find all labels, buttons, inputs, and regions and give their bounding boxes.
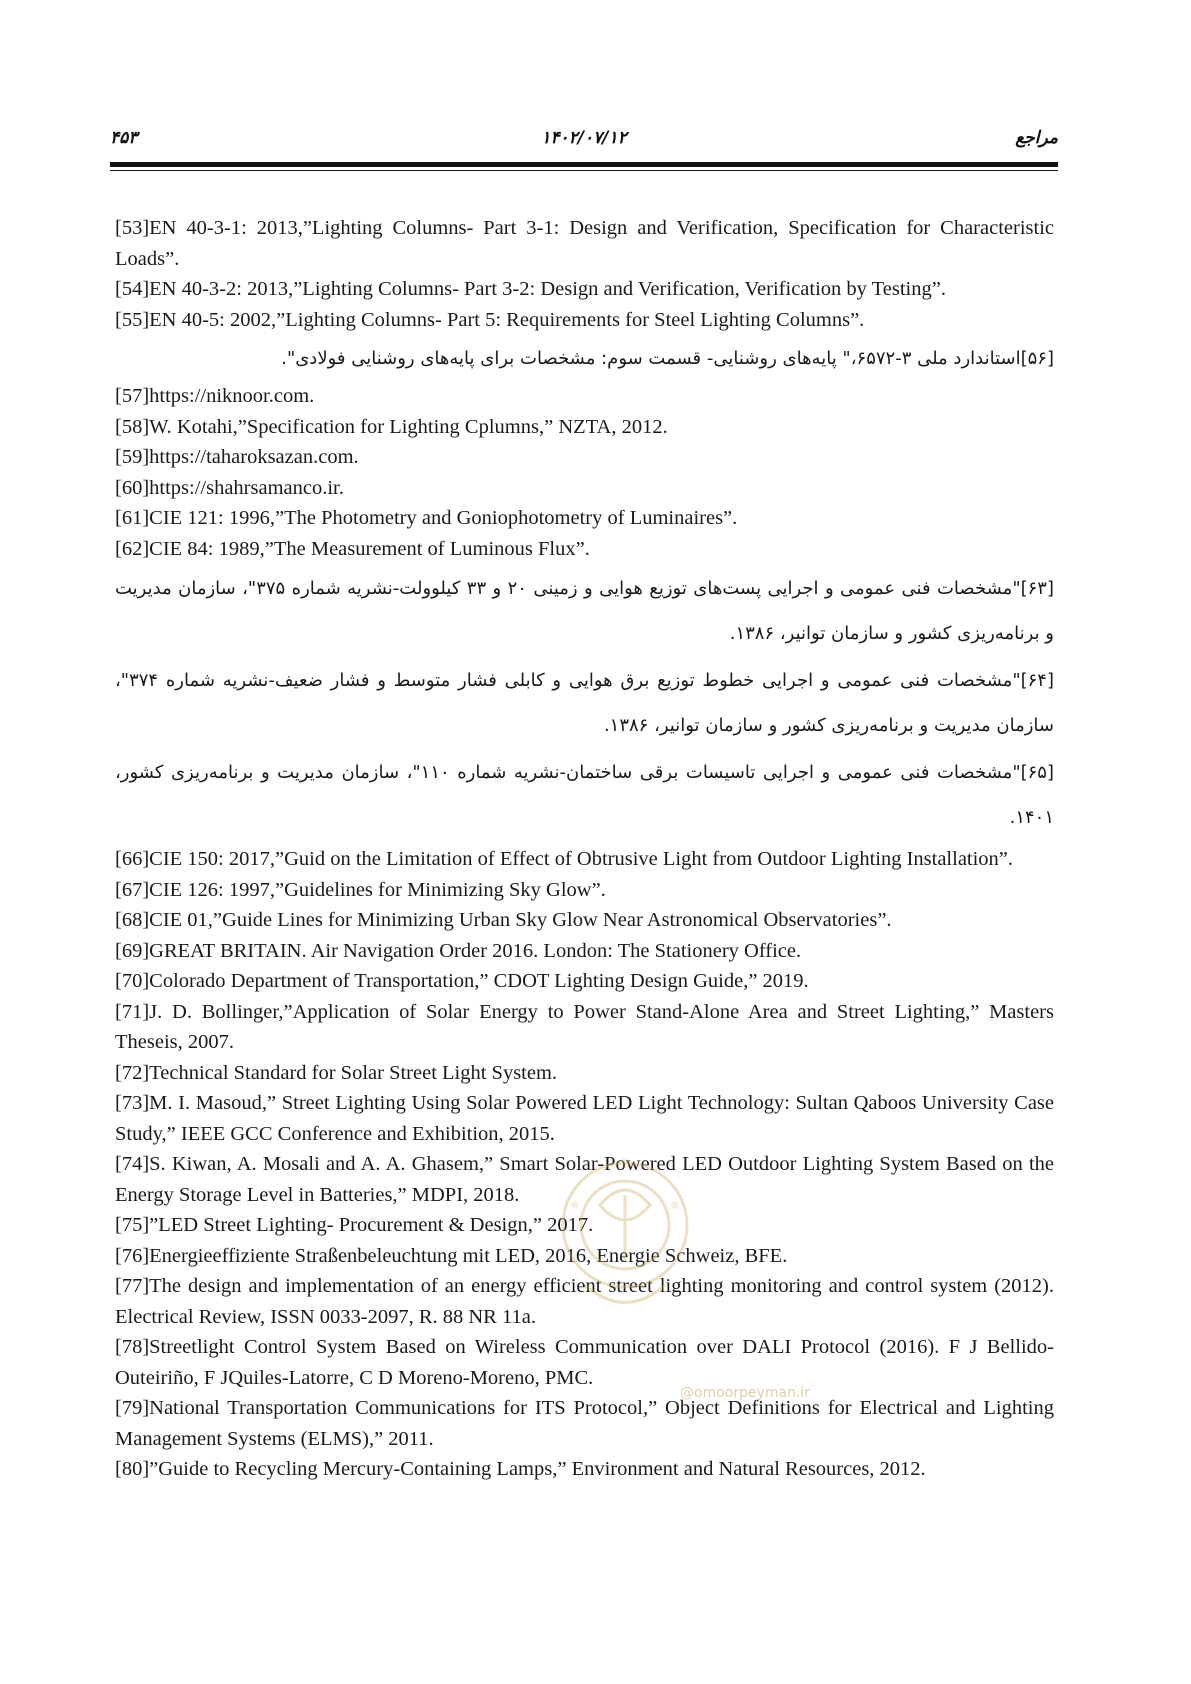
header-rule-thick	[110, 162, 1058, 167]
reference-63: [۶۳]"مشخصات فنی عمومی و اجرایی پست‌های توزیع هوایی و زمینی ۲۰ و ۳۳ کیلوولت-نشریه شماره ۳۷۵"، سازمان مدیریت و برنامه‌ریزی کشور و سازمان توانیر، ۱۳۸۶.	[115, 578, 1054, 644]
reference-68: [68]CIE 01,”Guide Lines for Minimizing Urban Sky Glow Near Astronomical Observatories”.	[115, 909, 892, 931]
section-title: مراجع	[1015, 128, 1058, 148]
reference-75: [75]”LED Street Lighting- Procurement & Design,” 2017.	[115, 1214, 594, 1236]
reference-58: [58]W. Kotahi,”Specification for Lighting Cplumns,” NZTA, 2012.	[115, 415, 668, 438]
reference-69: [69]GREAT BRITAIN. Air Navigation Order 2016. London: The Stationery Office.	[115, 939, 802, 962]
reference-57: [57]https://niknoor.com.	[115, 385, 315, 407]
reference-56: [۵۶]استاندارد ملی ۳-۶۵۷۲،" پایه‌های روشنایی- قسمت سوم: مشخصات برای پایه‌های روشنایی فولادی".	[281, 348, 1054, 369]
reference-55: [55]EN 40-5: 2002,”Lighting Columns- Part 5: Requirements for Steel Lighting Columns”.	[115, 308, 865, 331]
reference-78: [78]Streetlight Control System Based on Wireless Communication over DALI Protocol (2016). F J Bellido-Outeiriño, F JQuiles-Latorre, C D Moreno-Moreno, PMC.	[115, 1336, 1054, 1389]
reference-74: [74]S. Kiwan, A. Mosali and A. A. Ghasem,” Smart Solar-Powered LED Outdoor Lighting System Based on the Energy Storage Level in Batteries,” MDPI, 2018.	[115, 1153, 1054, 1206]
reference-64: [۶۴]"مشخصات فنی عمومی و اجرایی خطوط توزیع برق هوایی و کابلی فشار متوسط و فشار ضعیف-نشریه شماره ۳۷۴"، سازمان مدیریت و برنامه‌ریزی کشور و سازمان توانیر، ۱۳۸۶.	[115, 670, 1054, 736]
reference-70: [70]Colorado Department of Transportation,” CDOT Lighting Design Guide,” 2019.	[115, 970, 809, 992]
reference-60: [60]https://shahrsamanco.ir.	[115, 476, 344, 499]
reference-66: [66]CIE 150: 2017,”Guid on the Limitation of Effect of Obtrusive Light from Outdoor Lighting Installation”.	[115, 848, 1014, 870]
reference-80: [80]”Guide to Recycling Mercury-Containing Lamps,” Environment and Natural Resources, 2012.	[115, 1458, 926, 1480]
reference-62: [62]CIE 84: 1989,”The Measurement of Luminous Flux”.	[115, 537, 590, 560]
reference-59: [59]https://taharoksazan.com.	[115, 446, 359, 468]
reference-77: [77]The design and implementation of an energy efficient street lighting monitoring and control system (2012). Electrical Review, ISSN 0033-2097, R. 88 NR 11a.	[115, 1275, 1054, 1328]
reference-67: [67]CIE 126: 1997,”Guidelines for Minimizing Sky Glow”.	[115, 878, 606, 901]
page-number: ۴۵۳	[110, 128, 138, 148]
reference-54: [54]EN 40-3-2: 2013,”Lighting Columns- Part 3-2: Design and Verification, Verification by Testing”.	[115, 278, 946, 300]
watermark-text: @omoorpeyman.ir	[680, 1385, 811, 1401]
reference-53: [53]EN 40-3-1: 2013,”Lighting Columns- Part 3-1: Design and Verification, Specification for Characteristic Loads”.	[115, 217, 1054, 270]
reference-76: [76]Energieeffiziente Straßenbeleuchtung mit LED, 2016, Energie Schweiz, BFE.	[115, 1244, 788, 1267]
reference-73: [73]M. I. Masoud,” Street Lighting Using Solar Powered LED Light Technology: Sultan Qaboos University Case Study,” IEEE GCC Conference and Exhibition, 2015.	[115, 1092, 1054, 1145]
reference-65: [۶۵]"مشخصات فنی عمومی و اجرایی تاسیسات برقی ساختمان-نشریه شماره ۱۱۰"، سازمان مدیریت و برنامه‌ریزی کشور، ۱۴۰۱.	[115, 762, 1054, 828]
page-header	[110, 128, 1058, 158]
reference-list	[115, 213, 1054, 1485]
reference-79: [79]National Transportation Communications for ITS Protocol,” Object Definitions for Electrical and Lighting Management Systems (ELMS),” 2011.	[115, 1397, 1054, 1450]
reference-72: [72]Technical Standard for Solar Street Light System.	[115, 1061, 558, 1084]
reference-61: [61]CIE 121: 1996,”The Photometry and Goniophotometry of Luminaires”.	[115, 507, 738, 529]
header-rule-thin	[110, 170, 1058, 171]
header-date: ۱۴۰۲/۰۷/۱۲	[541, 128, 627, 148]
reference-71: [71]J. D. Bollinger,”Application of Solar Energy to Power Stand-Alone Area and Street Lighting,” Masters Theseis, 2007.	[115, 1000, 1054, 1053]
